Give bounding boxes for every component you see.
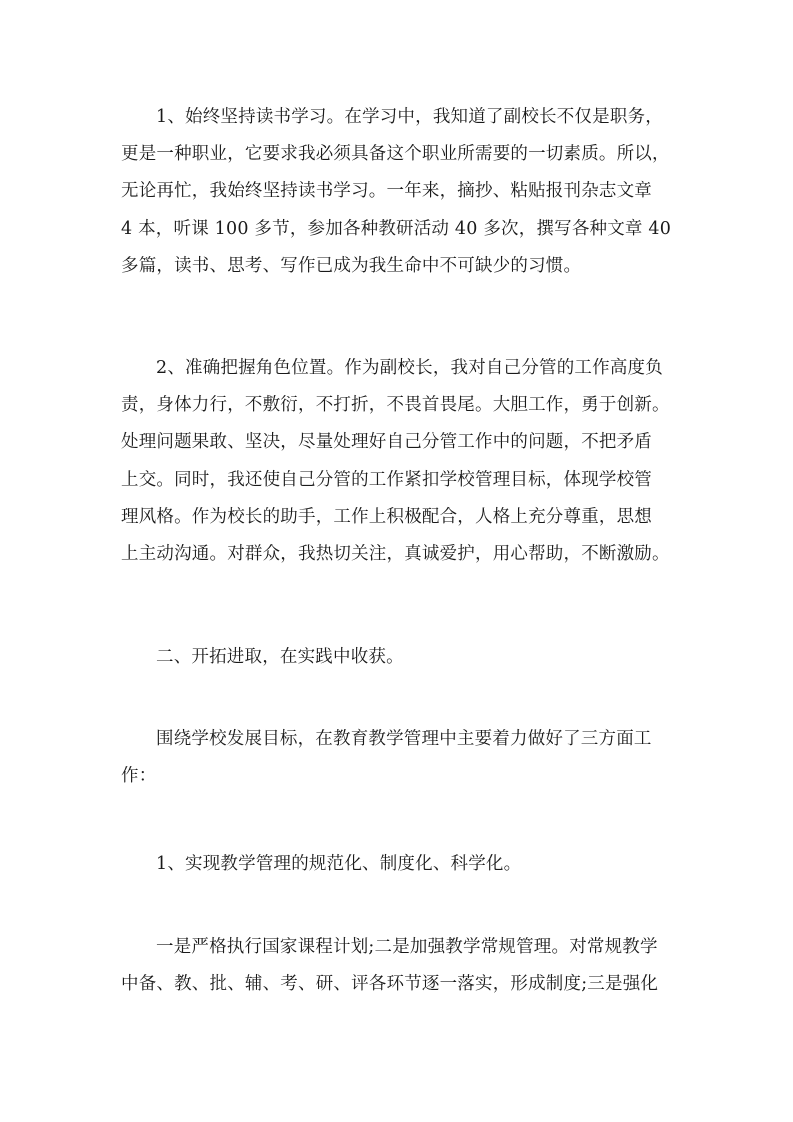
subsection-heading (121, 846, 681, 883)
paragraph-line: 责，身体力行，不敷衍，不打折，不畏首畏尾。大胆工作，勇于创新。 (121, 395, 670, 416)
heading-line: 1、实现教学管理的规范化、制度化、科学化。 (156, 854, 522, 874)
paragraph-line: 上主动沟通。对群众，我热切关注，真诚爱护，用心帮助，不断激励。 (121, 543, 670, 564)
paragraph-line: 2、准确把握角色位置。作为副校长，我对自己分管的工作高度负 (156, 358, 663, 378)
paragraph-line: 中备、教、批、辅、考、研、评各环节逐一落实，形成制度;三是强化 (121, 974, 659, 995)
paragraph-role-position (121, 350, 681, 573)
paragraph-line: 上交。同时，我还使自己分管的工作紧扣学校管理目标，体现学校管 (121, 469, 652, 490)
paragraph-reading-study (121, 99, 681, 285)
heading-line: 二、开拓进取，在实践中收获。 (156, 647, 404, 667)
paragraph-line: 无论再忙，我始终坚持读书学习。一年来，摘抄、粘贴报刊杂志文章 (121, 181, 652, 202)
section-heading (121, 639, 681, 676)
paragraph-line: 更是一种职业，它要求我必须具备这个职业所需要的一切素质。所以， (121, 144, 670, 165)
paragraph-line: 理风格。作为校长的助手，工作上积极配合，人格上充分尊重，思想 (121, 506, 652, 527)
paragraph-line: 处理问题果敢、坚决，尽量处理好自己分管工作中的问题，不把矛盾 (121, 432, 652, 453)
paragraph-line: 围绕学校发展目标，在教育教学管理中主要着力做好了三方面工 (156, 729, 652, 749)
paragraph-line: 多篇，读书、思考、写作已成为我生命中不可缺少的习惯。 (121, 255, 582, 276)
paragraph-line: 作： (121, 766, 157, 787)
paragraph-line: 一是严格执行国家课程计划;二是加强教学常规管理。对常规教学 (156, 937, 658, 957)
paragraph-teaching-management (121, 929, 681, 1003)
paragraph-line: 1、始终坚持读书学习。在学习中，我知道了副校长不仅是职务， (156, 107, 663, 127)
paragraph-development-goals (121, 721, 681, 795)
paragraph-line: 4 本，听课 100 多节，参加各种教研活动 40 多次，撰写各种文章 40 (121, 218, 672, 239)
